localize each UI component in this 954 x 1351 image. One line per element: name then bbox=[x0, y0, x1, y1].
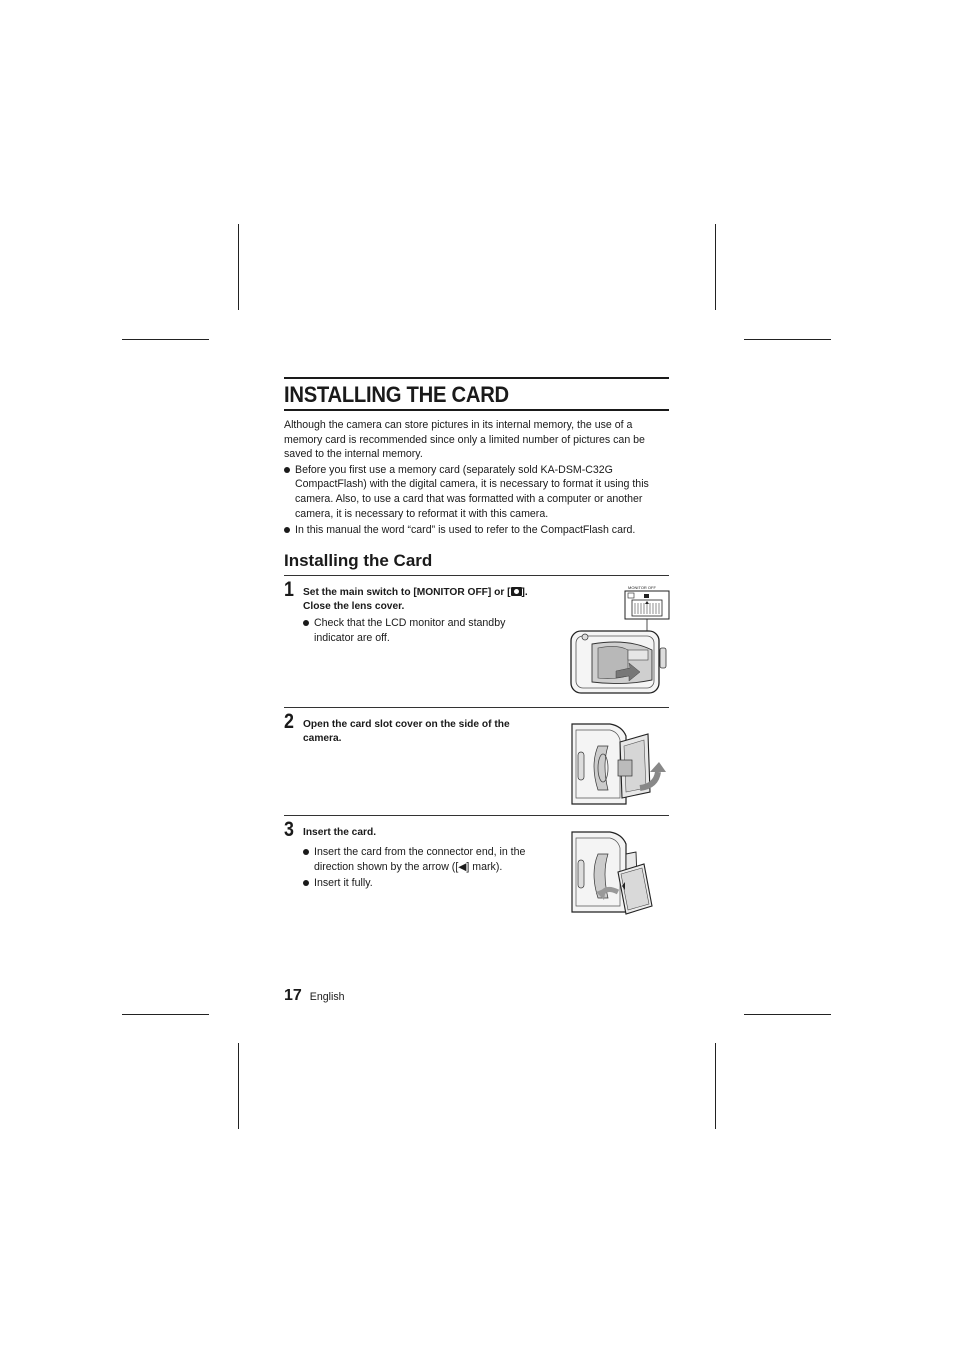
crop-mark bbox=[744, 1014, 831, 1015]
camera-icon bbox=[511, 587, 522, 596]
list-item: Before you first use a memory card (separately sold KA-DSM-C32G CompactFlash) with the digital camera, it is necessary to format it using this camera. Also, to use a card that was formatted with a computer or another camera, it is necessary to reformat it with this camera. bbox=[284, 463, 669, 521]
title-bar bbox=[284, 377, 669, 411]
crop-mark bbox=[238, 1043, 239, 1129]
list-item: Check that the LCD monitor and standby indicator are off. bbox=[303, 616, 543, 645]
page-footer bbox=[284, 987, 345, 1005]
step-body bbox=[303, 718, 543, 746]
section-title: Installing the Card bbox=[284, 550, 433, 570]
list-item: In this manual the word “card” is used to refer to the CompactFlash card. bbox=[284, 523, 669, 538]
notes-list bbox=[284, 463, 669, 538]
step-number: 3 bbox=[284, 817, 294, 841]
language-label: English bbox=[309, 991, 345, 1003]
step-3 bbox=[284, 816, 669, 926]
bullet-icon bbox=[303, 620, 309, 626]
switch-label: MONITOR OFF bbox=[628, 585, 656, 590]
step-heading: Open the card slot cover on the side of the camera. bbox=[303, 718, 510, 744]
bullet-icon bbox=[284, 527, 290, 533]
card-slot-cover-illustration bbox=[570, 720, 668, 808]
list-item: Insert it fully. bbox=[303, 876, 543, 891]
crop-mark bbox=[122, 1014, 209, 1015]
list-item: Insert the card from the connector end, in the direction shown by the arrow ([◀] mark). bbox=[303, 845, 543, 874]
intro-paragraph: Although the camera can store pictures in its internal memory, the use of a memory card is recommended since only a limited number of pictures can be saved to the internal memory. bbox=[284, 419, 645, 461]
step-number: 2 bbox=[284, 709, 294, 733]
page-content bbox=[284, 377, 669, 926]
step-bullets bbox=[303, 845, 543, 891]
insert-card-illustration bbox=[570, 828, 656, 918]
crop-mark bbox=[715, 224, 716, 310]
step-number: 1 bbox=[284, 577, 294, 601]
page-title: INSTALLING THE CARD bbox=[284, 382, 509, 407]
crop-mark bbox=[715, 1043, 716, 1129]
bullet-icon bbox=[303, 880, 309, 886]
crop-mark bbox=[238, 224, 239, 310]
step-1 bbox=[284, 576, 669, 707]
page-number: 17 bbox=[284, 987, 302, 1004]
step-bullets bbox=[303, 616, 543, 645]
camera-lens-cover-illustration bbox=[568, 586, 670, 698]
step-heading: Set the main switch to [MONITOR OFF] or [ ]. Close the lens cover. bbox=[303, 586, 528, 612]
step-2 bbox=[284, 708, 669, 815]
step-body bbox=[303, 826, 543, 891]
crop-mark bbox=[122, 339, 209, 340]
bullet-icon bbox=[303, 849, 309, 855]
crop-mark bbox=[744, 339, 831, 340]
bullet-icon bbox=[284, 467, 290, 473]
step-heading: Insert the card. bbox=[303, 826, 377, 838]
step-body bbox=[303, 586, 543, 646]
